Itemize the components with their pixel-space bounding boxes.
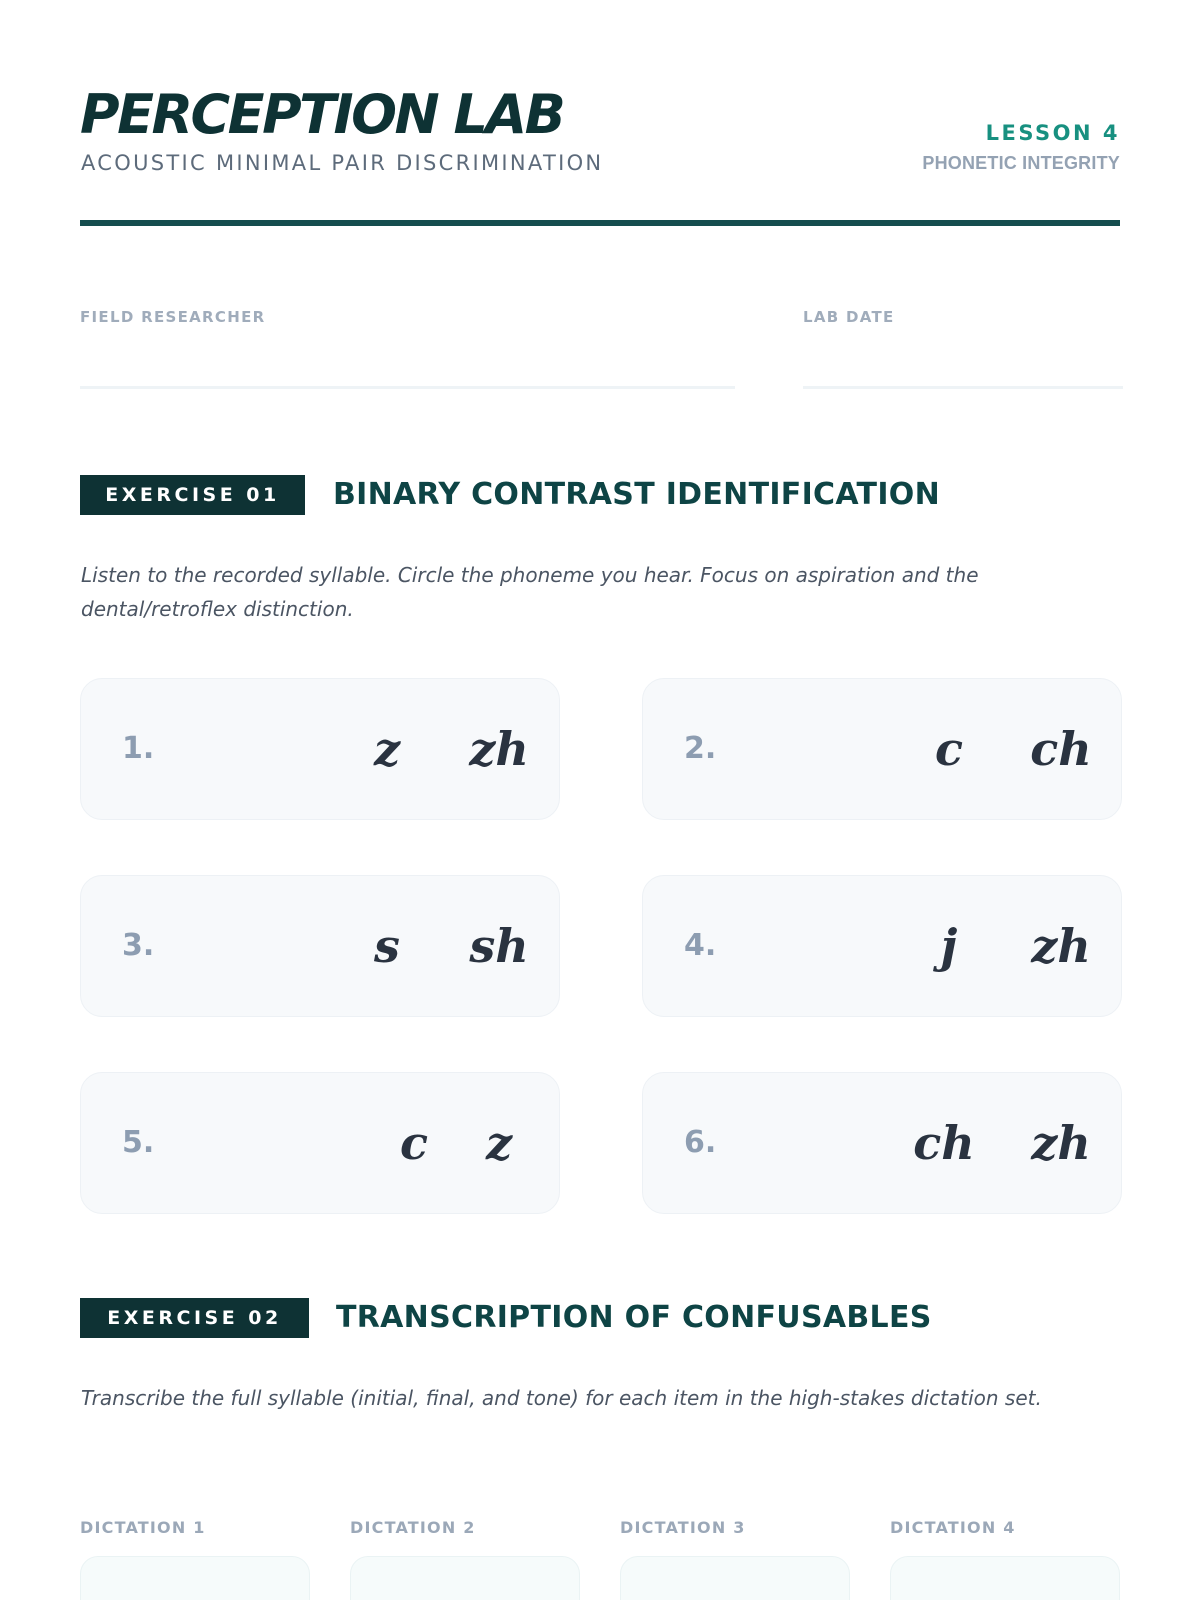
phoneme-option-a[interactable]: ch — [913, 1116, 975, 1170]
phoneme-option-b[interactable]: sh — [469, 919, 529, 973]
phoneme-option-b[interactable]: z — [485, 1116, 513, 1170]
researcher-label: FIELD RESEARCHER — [80, 308, 266, 326]
phoneme-option-b[interactable]: zh — [1031, 1116, 1091, 1170]
exercise-1-title: BINARY CONTRAST IDENTIFICATION — [333, 477, 940, 512]
date-label: LAB DATE — [803, 308, 895, 326]
researcher-field[interactable] — [80, 386, 735, 389]
dictation-label-2: DICTATION 2 — [350, 1518, 476, 1537]
item-number: 6. — [684, 1125, 717, 1160]
lesson-topic: PHONETIC INTEGRITY — [922, 153, 1120, 173]
phoneme-option-b[interactable]: ch — [1030, 722, 1092, 776]
dictation-input-3[interactable] — [620, 1556, 850, 1600]
lesson-number: LESSON 4 — [985, 121, 1120, 145]
item-number: 5. — [122, 1125, 155, 1160]
exercise-1-instructions: Listen to the recorded syllable. Circle the phoneme you hear. Focus on aspiration and the dental/retroflex distinction. — [81, 563, 979, 621]
exercise-1-badge: EXERCISE 01 — [80, 475, 305, 515]
exercise-2-title: TRANSCRIPTION OF CONFUSABLES — [336, 1300, 932, 1335]
phoneme-option-a[interactable]: c — [399, 1116, 428, 1170]
phoneme-option-a[interactable]: j — [940, 919, 958, 973]
item-number: 3. — [122, 928, 155, 963]
exercise-2-badge: EXERCISE 02 — [80, 1298, 309, 1338]
header-divider — [80, 220, 1120, 226]
contrast-item-1 — [80, 678, 560, 820]
item-number: 1. — [122, 731, 155, 766]
phoneme-option-a[interactable]: c — [934, 722, 963, 776]
exercise-2-instructions: Transcribe the full syllable (initial, final, and tone) for each item in the high-stakes dictation set. — [81, 1386, 1042, 1410]
dictation-label-4: DICTATION 4 — [890, 1518, 1016, 1537]
contrast-item-3 — [80, 875, 560, 1017]
phoneme-option-a[interactable]: s — [374, 919, 400, 973]
contrast-item-4 — [642, 875, 1122, 1017]
phoneme-option-a[interactable]: z — [373, 722, 401, 776]
page-header — [80, 85, 1120, 225]
dictation-label-3: DICTATION 3 — [620, 1518, 746, 1537]
page-title: PERCEPTION LAB — [80, 83, 564, 146]
item-number: 4. — [684, 928, 717, 963]
phoneme-option-b[interactable]: zh — [469, 722, 529, 776]
phoneme-option-b[interactable]: zh — [1031, 919, 1091, 973]
date-field[interactable] — [803, 386, 1123, 389]
page-subtitle: ACOUSTIC MINIMAL PAIR DISCRIMINATION — [81, 151, 604, 175]
contrast-item-6 — [642, 1072, 1122, 1214]
dictation-label-1: DICTATION 1 — [80, 1518, 206, 1537]
item-number: 2. — [684, 731, 717, 766]
dictation-input-2[interactable] — [350, 1556, 580, 1600]
contrast-item-2 — [642, 678, 1122, 820]
dictation-input-1[interactable] — [80, 1556, 310, 1600]
contrast-item-5 — [80, 1072, 560, 1214]
dictation-input-4[interactable] — [890, 1556, 1120, 1600]
